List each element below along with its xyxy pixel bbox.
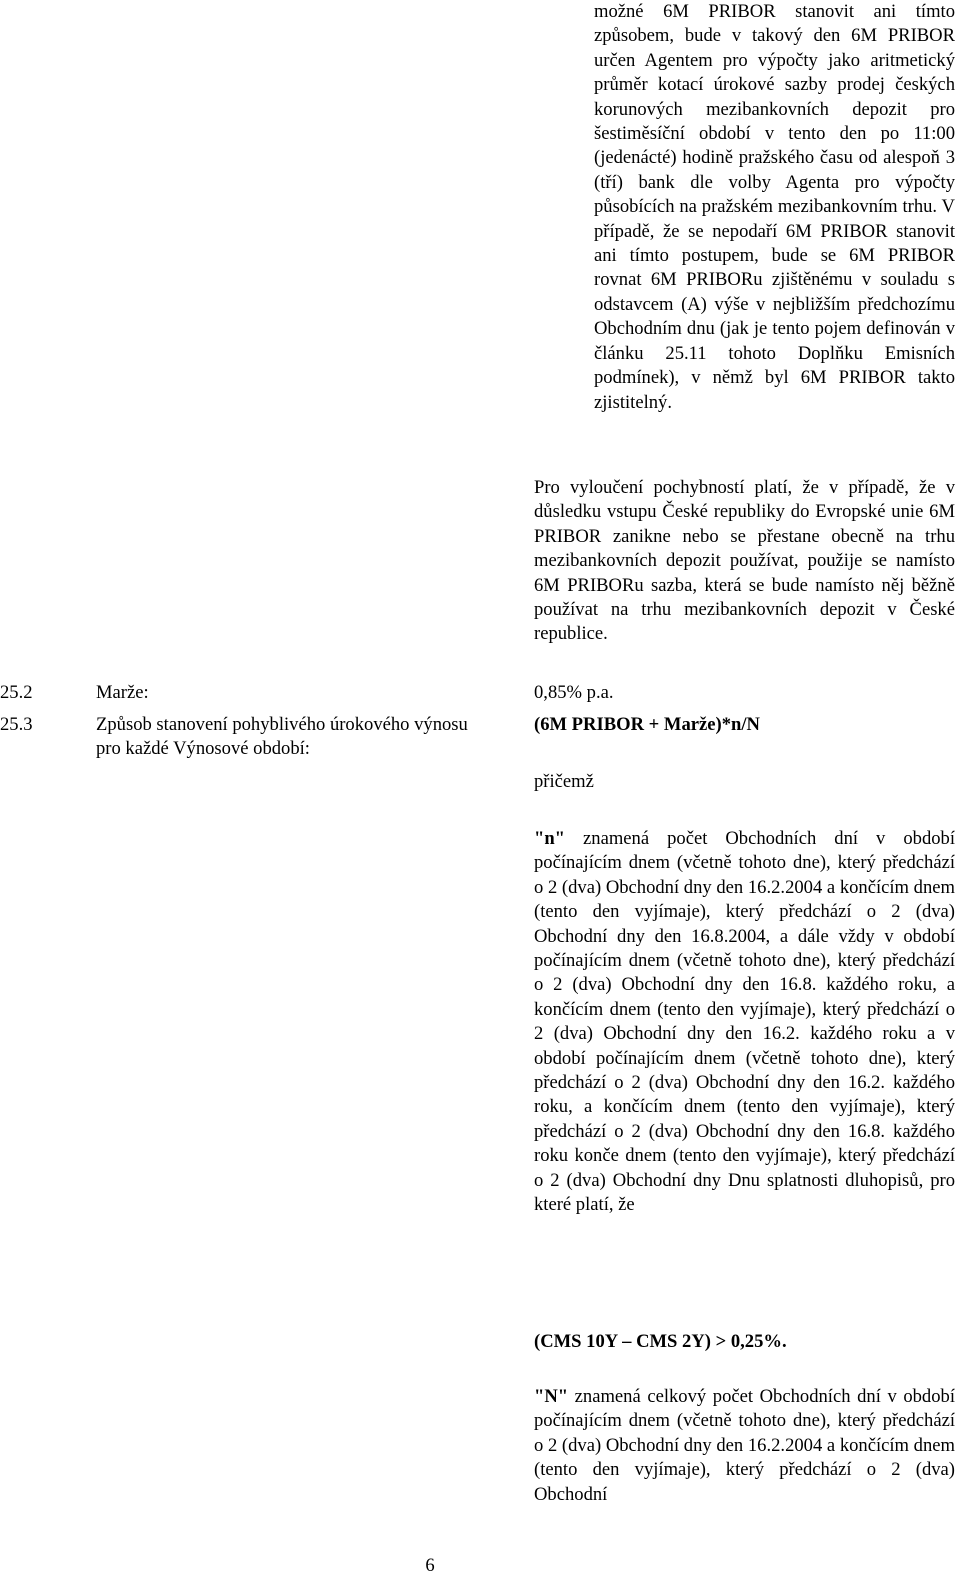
margin-value: 0,85% p.a. [534,682,614,703]
big-n-definition-text: znamená celkový počet Obchodních dní v období počínajícím dnem (včetně tohoto dne), který předchází o 2 (dva) Obchodní dny den 16.2.2004 a končícím dnem (tento den vyjímaje), který předchází o 2 (dva) Obchodní [534,1386,955,1505]
section-number: 25.3 [0,714,33,735]
page-number: 6 [425,1555,435,1576]
interest-formula: (6M PRIBOR + Marže)*n/N [534,714,760,735]
section-number: 25.2 [0,682,33,703]
n-term: "n" [534,828,565,849]
cms-condition: (CMS 10Y – CMS 2Y) > 0,25%. [534,1331,787,1352]
continuation-paragraph-2: Pro vyloučení pochybností platí, že v případě, že v důsledku vstupu České republiky do Evropské unie 6M PRIBOR zanikne nebo se přestane obecně na trhu mezibankovních depozit používat, použije se namísto 6M PRIBORu sazba, která se bude namísto něj běžně používat na trhu mezibankovních depozit v České republice. [534,477,955,645]
big-n-definition [534,1385,955,1507]
n-definition [534,827,955,1218]
n-definition-text: znamená počet Obchodních dní v období počínajícím dnem (včetně tohoto dne), který předchází o 2 (dva) Obchodní dny den 16.2.2004 a končícím dnem (tento den vyjímaje), který předchází o 2 (dva) Obchodní dny den 16.8.2004, a dále vždy v období počínajícím dnem (včetně tohoto dne), který předchází o 2 (dva) Obchodní dny den 16.8. každého roku, a končícím dnem (tento den vyjímaje), který předchází o 2 (dva) Obchodní dny den 16.2. každého roku a v období počínajícím dnem (včetně tohoto dne), který předchází o 2 (dva) Obchodní dny den 16.2. každého roku, a končícím dnem (tento den vyjímaje), který předchází o 2 (dva) Obchodní dny den 16.8. každého roku konče dnem (tento den vyjímaje), který předchází o 2 (dva) Obchodní dny Dnu splatnosti dluhopisů, pro které platí, že [534,828,955,1216]
continuation-paragraph-1: možné 6M PRIBOR stanovit ani tímto způsobem, bude v takový den 6M PRIBOR určen Agentem pro výpočty jako aritmetický průměr kotací úrokové sazby prodej českých korunových mezibankovních depozit pro šestiměsíční období v tento den po 11:00 (jedenácté) hodině pražského času od alespoň 3 (tří) bank dle volby Agenta pro výpočty působících na pražském mezibankovním trhu. V případě, že se nepodaří 6M PRIBOR stanovit ani tímto postupem, bude se 6M PRIBOR rovnat 6M PRIBORu zjištěnému v souladu s odstavcem (A) výše v nejbližším předchozímu Obchodním dnu (jak je tento pojem definován v článku 25.11 tohoto Doplňku Emisních podmínek), v němž byl 6M PRIBOR takto zjistitelný. [594,1,955,413]
section-label: Marže: [96,682,149,703]
section-label: Způsob stanovení pohyblivého úrokového výnosu pro každé Výnosové období: [96,714,468,760]
whereby-text: přičemž [534,771,594,792]
big-n-term: "N" [534,1386,569,1407]
